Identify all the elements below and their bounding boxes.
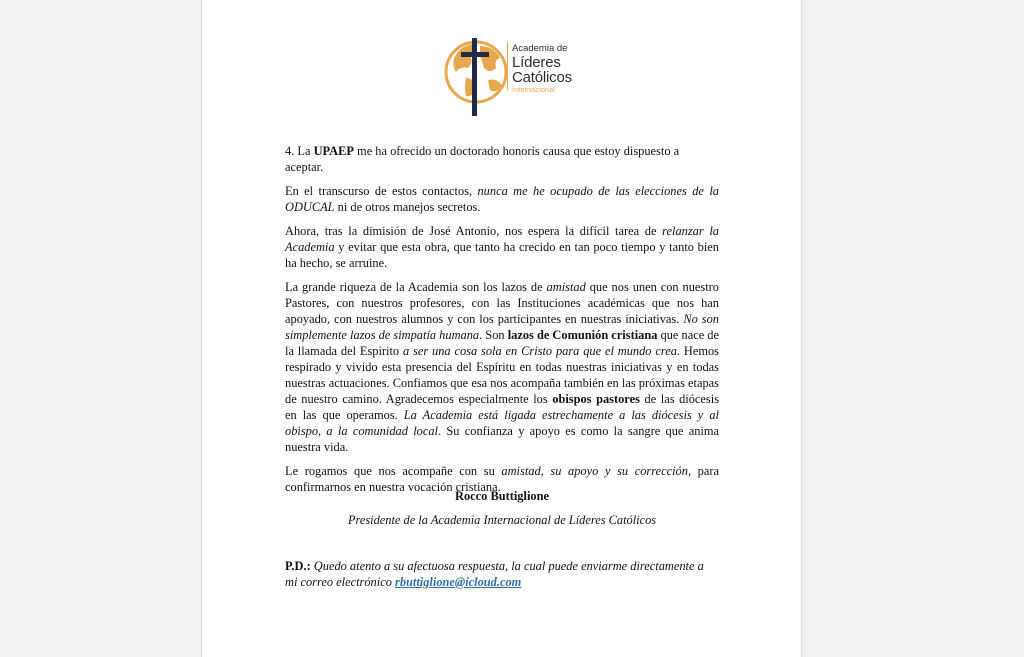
paragraph-4	[285, 279, 719, 455]
italic-span: nunca me he ocupado de las elecciones de la ODUCAL	[285, 184, 719, 214]
text-span: . Su confianza y apoyo es como la sangre que anima nuestra vida.	[285, 424, 719, 454]
bold-span: obispos pastores	[552, 392, 640, 406]
text-span: La grande riqueza de la Academia son los lazos de	[285, 280, 547, 294]
postscript	[285, 558, 719, 590]
text-span: me ha ofrecido un doctorado honoris causa que estoy dispuesto a aceptar.	[285, 144, 680, 174]
text-span: Ahora, tras la dimisión de José Antonio, nos espera la difícil tarea de	[285, 224, 663, 238]
italic-span: a ser una cosa sola en Cristo para que el mundo crea	[402, 344, 677, 358]
signature-title: Presidente de la Academia Internacional de Líderes Católicos	[347, 513, 657, 527]
postscript-label: P.D.:	[285, 559, 311, 573]
logo-line-3: Católicos	[512, 68, 572, 86]
text-span: 4. La	[285, 144, 314, 158]
text-span: Le rogamos que nos acompañe con su	[285, 464, 502, 478]
bold-span: lazos de Comunión cristiana	[507, 328, 658, 342]
logo-text	[512, 44, 572, 93]
logo-line-4: Internacional	[512, 84, 555, 94]
text-span: y evitar que esta obra, que tanto ha crecido en tan poco tiempo y tanto bien ha hecho, se arruine.	[285, 240, 719, 270]
italic-span: amistad	[546, 280, 586, 294]
paragraph-2	[285, 183, 719, 215]
text-span: , para confirmarnos en nuestra vocación cristiana.	[285, 464, 719, 494]
letter-body	[285, 143, 719, 503]
text-span: ni de otros manejos secretos.	[334, 200, 481, 214]
text-span: que nace de la llamada del Espirito	[285, 328, 719, 358]
paragraph-1	[285, 143, 719, 175]
logo-divider	[507, 42, 508, 90]
italic-span: La Academia está ligada estrechamente a las diócesis y al obispo, a la comunidad local	[285, 408, 719, 438]
paragraph-3	[285, 223, 719, 271]
text-span: En el transcurso de estos contactos,	[285, 184, 478, 198]
text-span: que nos unen con nuestro Pastores, con nuestros profesores, con las Instituciones académicas que nos han apoyado, con nuestros alumnos y con los participantes en nuestras iniciativas.	[285, 280, 720, 326]
postscript-text: Quedo atento a su afectuosa respuesta, la cual puede enviarme directamente a mi correo electrónico	[285, 559, 704, 589]
italic-span: relanzar la Academia	[285, 224, 719, 254]
text-span: . Son	[479, 328, 508, 342]
italic-span: No son simplemente lazos de simpatía humana	[285, 312, 719, 342]
italic-span: amistad, su apoyo y su corrección	[501, 464, 688, 478]
text-span: de las diócesis en las que operamos.	[285, 392, 720, 422]
bold-upaep: UPAEP	[313, 144, 354, 158]
text-span: . Hemos respirado y vivido esta presencia del Espíritu en todas nuestras iniciativas y en todas nuestras actuaciones. Confiamos que esa nos acompaña también en las próximas etapas de nuestro camino. Agradecemos especialmente los	[285, 344, 719, 406]
signature-name: Rocco Buttiglione	[455, 489, 549, 503]
logo-line-2: Líderes	[512, 53, 561, 71]
email-link[interactable]: rbuttiglione@icloud.com	[395, 575, 522, 589]
logo-line-1: Academia de	[512, 43, 568, 54]
